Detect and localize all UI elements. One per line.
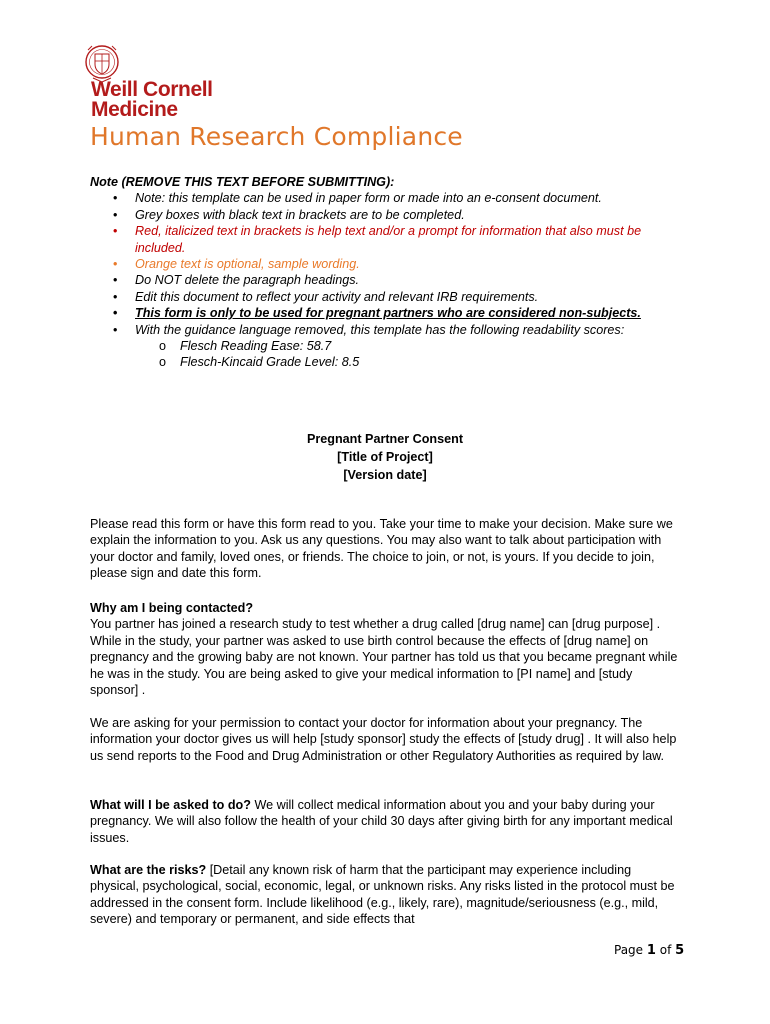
version-date-placeholder: [Version date] bbox=[343, 468, 427, 482]
logo-line-2: Medicine bbox=[91, 98, 178, 121]
intro-paragraph: Please read this form or have this form read to you. Take your time to make your decision. Make sure we explain the information to you. Ask us any questions. You may also want to talk about participation with your doctor and family, loved ones, or friends. The choice to join, or not, is yours. If you decide to join, please sign and date this form. bbox=[90, 517, 673, 581]
template-note bbox=[90, 174, 690, 371]
section-body: We will collect medical information about you and your baby during your pregnancy. We will also follow the health of your child 30 days after giving birth for any important medical issues. bbox=[90, 798, 673, 845]
note-bullet: • Edit this document to reflect your activity and relevant IRB requirements. bbox=[90, 289, 690, 305]
asked-section bbox=[90, 797, 680, 846]
page-label: Page bbox=[614, 943, 644, 957]
total-pages: 5 bbox=[675, 943, 685, 958]
contacted-section bbox=[90, 600, 680, 698]
department-title: Human Research Compliance bbox=[90, 122, 463, 151]
readability-intro: With the guidance language removed, this template has the following readability scores: bbox=[135, 322, 625, 337]
readability-list bbox=[135, 338, 690, 371]
section-body: [Detail any known risk of harm that the participant may experience including physical, psychological, social, economic, legal, or unknown risks. Any risks listed in the protocol must be addressed in the consent form. Include likelihood (e.g., likely, rare), magnitude/seriousness (e.g., mild, severe) and temporary or permanent, and side effects that bbox=[90, 863, 675, 927]
note-bullet: • Grey boxes with black text in brackets are to be completed. bbox=[90, 207, 690, 223]
page-number-footer bbox=[614, 943, 684, 958]
note-bullet-orange: • Orange text is optional, sample wording. bbox=[90, 256, 690, 272]
section-heading: Why am I being contacted? bbox=[90, 601, 254, 615]
note-bullet-emphasis: • This form is only to be used for pregnant partners who are considered non-subjects. bbox=[90, 305, 690, 321]
current-page: 1 bbox=[646, 943, 656, 958]
permission-paragraph: We are asking for your permission to contact your doctor for information about your pregnancy. The information your doctor gives us will help [study sponsor] study the effects of [study drug] . It will also help us send reports to the Food and Drug Administration or other Regulatory Authorities as required by law. bbox=[90, 716, 677, 763]
readability-score: o Flesch Reading Ease: 58.7 bbox=[135, 338, 690, 354]
note-bullet-red: • Red, italicized text in brackets is help text and/or a prompt for information that also must be included. bbox=[90, 223, 690, 256]
section-heading: What will I be asked to do? bbox=[90, 798, 251, 812]
of-label: of bbox=[659, 943, 672, 957]
note-heading: Note (REMOVE THIS TEXT BEFORE SUBMITTING): bbox=[90, 175, 395, 189]
risks-section bbox=[90, 862, 680, 928]
note-bullet-list bbox=[90, 190, 690, 370]
note-bullet: • Note: this template can be used in paper form or made into an e-consent document. bbox=[90, 190, 690, 206]
consent-title: Pregnant Partner Consent bbox=[306, 432, 464, 446]
section-heading: What are the risks? bbox=[90, 863, 207, 877]
project-title-placeholder: [Title of Project] bbox=[337, 450, 433, 464]
institution-logo bbox=[91, 80, 213, 120]
consent-title-block bbox=[90, 430, 680, 484]
note-bullet: • Do NOT delete the paragraph headings. bbox=[90, 272, 690, 288]
logo-line-1: Weill Cornell bbox=[91, 78, 213, 101]
note-bullet bbox=[90, 322, 690, 371]
section-body: You partner has joined a research study to test whether a drug called [drug name] can [drug purpose] . While in the study, your partner was asked to use birth control because the effects of [drug name] on pregnancy and the growing baby are not known. Your partner has told us that you became pregnant while he was in the study. You are being asked to give your medical information to [PI name] and [study sponsor] . bbox=[90, 617, 678, 698]
readability-score: o Flesch-Kincaid Grade Level: 8.5 bbox=[135, 354, 690, 370]
